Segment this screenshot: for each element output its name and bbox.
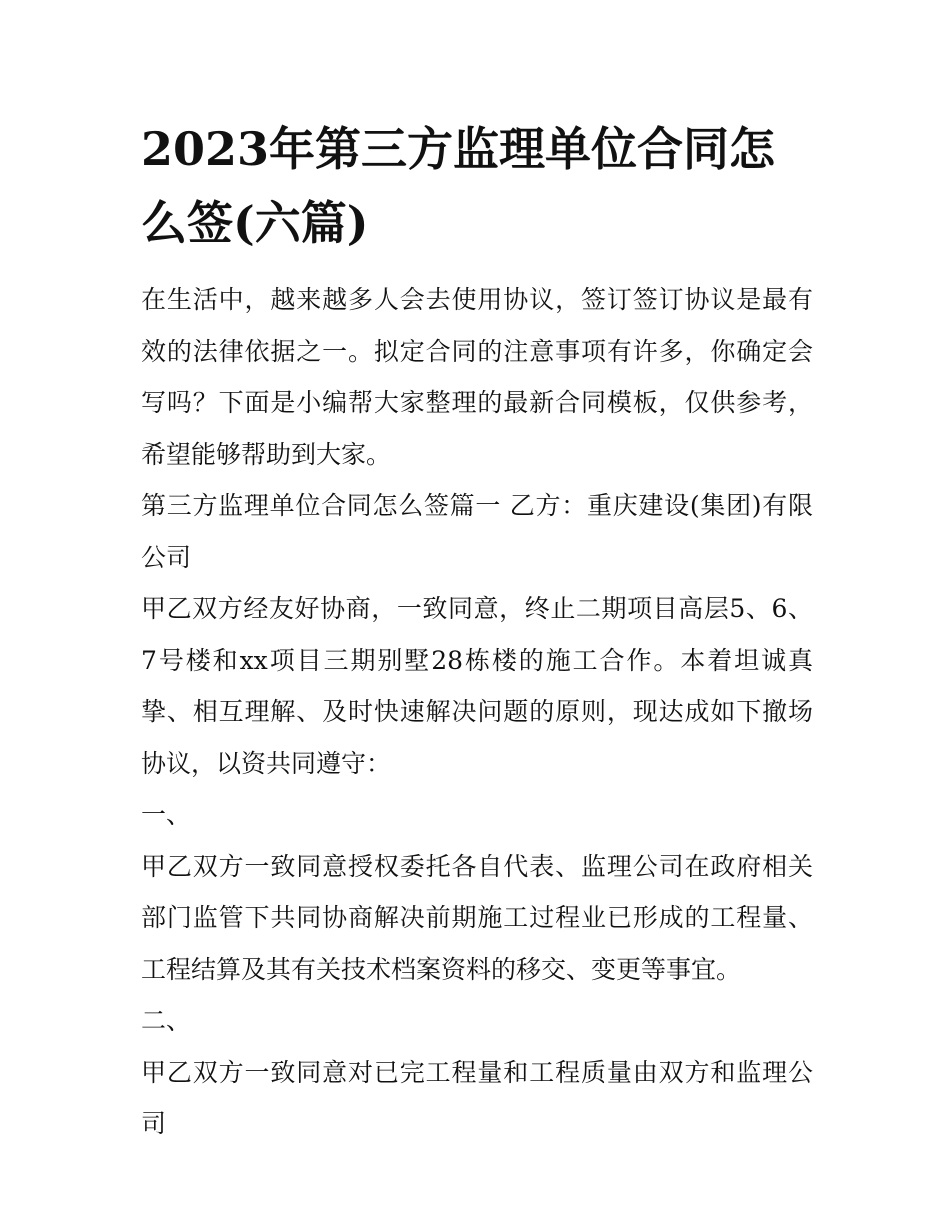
document-body	[141, 112, 813, 1150]
section-number-two: 二、	[141, 1006, 192, 1035]
paragraph-section-two: 甲乙双方一致同意对已完工程量和工程质量由双方和监理公司	[141, 1057, 813, 1138]
paragraph-intro: 在生活中，越来越多人会去使用协议，签订签订协议是最有效的法律依据之一。拟定合同的注意事项有许多，你确定会写吗？下面是小编帮大家整理的最新合同模板，仅供参考，希望能够帮助到大家。	[141, 285, 813, 469]
document-title: 2023年第三方监理单位合同怎么签(六篇)	[141, 122, 776, 250]
paragraph-section-one: 甲乙双方一致同意授权委托各自代表、监理公司在政府相关部门监管下共同协商解决前期施工过程业已形成的工程量、工程结算及其有关技术档案资料的移交、变更等事宜。	[141, 851, 813, 984]
paragraph-agreement: 甲乙双方经友好协商，一致同意，终止二期项目高层5、6、7号楼和xx项目三期别墅28栋楼的施工合作。本着坦诚真挚、相互理解、及时快速解决问题的原则，现达成如下撤场协议，以资共同遵守：	[141, 594, 813, 778]
paragraph-article-one-heading: 第三方监理单位合同怎么签篇一 乙方：重庆建设(集团)有限公司	[141, 491, 813, 572]
section-number-one: 一、	[141, 800, 192, 829]
